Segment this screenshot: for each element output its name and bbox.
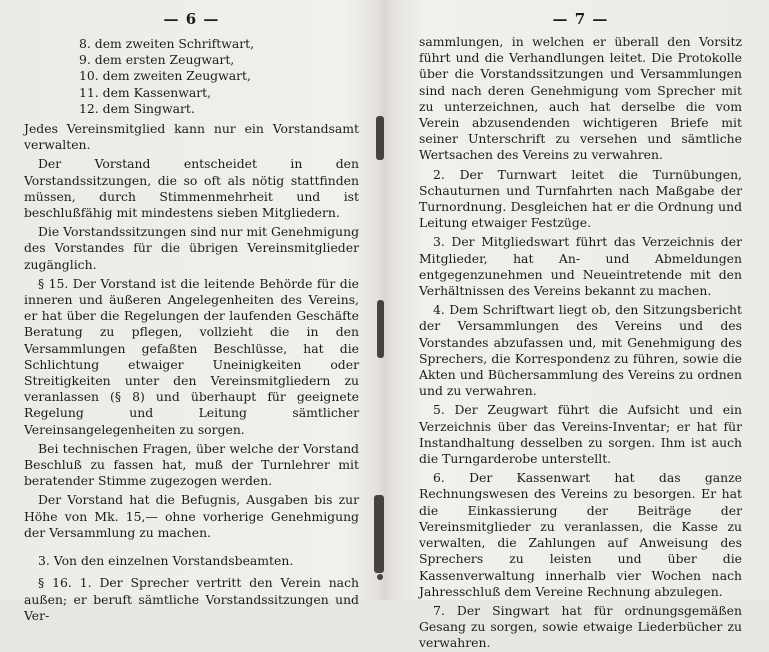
list-item: 10. dem zweiten Zeugwart, (79, 68, 251, 84)
right-page (392, 0, 769, 651)
left-page (0, 0, 375, 623)
list-item: 12. dem Singwart. (79, 100, 195, 116)
left-page-number-text: — 6 — (163, 10, 220, 28)
binding-mark (374, 495, 384, 573)
list-item: 11. dem Kassenwart, (79, 84, 212, 100)
paragraph: 4. Dem Schriftwart liegt ob, den Sitzungsbericht der Versammlungen des Vereins und des Vorstandes abzufassen und, mit Genehmigung des Sprechers, die Korrespondenz zu führen, sowie die Akten und Büchersammlung des Vereins zu ordnen und zu verwahren. (419, 302, 742, 399)
paragraph: Der Vorstand entscheidet in den Vorstandssitzungen, die so oft als nötig stattfinden müssen, durch Stimmenmehrheit und ist beschlußfähig mit mindestens sieben Mitgliedern. (24, 156, 359, 221)
right-page-number-text: — 7 — (552, 10, 609, 28)
paragraph: Bei technischen Fragen, über welche der Vorstand Beschluß zu fassen hat, muß der Turnlehrer mit beratender Stimme zugezogen werden. (24, 440, 359, 489)
paragraph: 6. Der Kassenwart hat das ganze Rechnungswesen des Vereins zu besorgen. Er hat die Einkassierung der Beiträge der Vereinsmitglieder zu veranlassen, die Kasse zu verwalten, die Zahlungen auf Anweisung des Sprechers zu leisten und über die Kassenverwaltung innerhalb vier Wochen nach Jahresschluß dem Vereine Rechnung abzulegen. (419, 470, 742, 599)
paragraph: 2. Der Turnwart leitet die Turnübungen, Schauturnen und Turnfahrten nach Maßgabe der Turnordnung. Desgleichen hat er die Ordnung und Leitung etwaiger Festzüge. (419, 166, 742, 231)
binding-mark (377, 574, 383, 580)
paragraph: § 15. Der Vorstand ist die leitende Behörde für die inneren und äußeren Angelegenheiten des Vereins, er hat über die Regelungen der laufenden Geschäfte Beratung zu pflegen, vollzieht die in den Versammlungen gefaßten Beschlüsse, hat die Schlichtung etwaiger Uneinigkeiten oder Streitigkeiten unter den Vereinsmitgliedern zu veranlassen (§ 8) und überhaupt für geeignete Regelung und Leitung sämtlicher Vereinsangelegenheiten zu sorgen. (24, 275, 359, 437)
binding-mark (376, 116, 384, 160)
right-page-body (419, 34, 742, 652)
paragraph: Jedes Vereinsmitglied kann nur ein Vorstandsamt verwalten. (24, 121, 359, 153)
paragraph: 3. Der Mitgliedswart führt das Verzeichnis der Mitglieder, hat An- und Abmeldungen entgegenzunehmen und Neueintretende mit den Verhältnissen des Vereins bekannt zu machen. (419, 234, 742, 299)
paragraph: Die Vorstandssitzungen sind nur mit Genehmigung des Vorstandes für die übrigen Vereinsmitglieder zugänglich. (24, 224, 360, 272)
list-item: 9. dem ersten Zeugwart, (79, 52, 235, 68)
binding-mark (377, 300, 384, 358)
officer-list (24, 36, 359, 117)
list-item: 8. dem zweiten Schriftwart, (79, 36, 255, 51)
section-heading: 3. Von den einzelnen Vorstandsbeamten. (38, 553, 294, 569)
right-page-number (419, 4, 742, 34)
paragraph: Der Vorstand hat die Befugnis, Ausgaben bis zur Höhe von Mk. 15,— ohne vorherige Genehmigung der Versammlung zu machen. (24, 492, 359, 540)
left-page-body (24, 121, 359, 624)
paragraph: 7. Der Singwart hat für ordnungsgemäßen Gesang zu sorgen, sowie etwaige Liederbücher zu verwahren. (419, 602, 742, 651)
paragraph: § 16. 1. Der Sprecher vertritt den Verein nach außen; er beruft sämtliche Vorstandssitzungen und Ver- (24, 575, 359, 623)
left-page-number (24, 4, 359, 34)
paragraph: sammlungen, in welchen er überall den Vorsitz führt und die Verhandlungen leitet. Die Protokolle über die Vorstandssitzungen und Versammlungen sind nach deren Genehmigung vom Sprecher mit zu unterzeichnen, auch hat derselbe die vom Verein abzusendenden wichtigeren Briefe mit seiner Unterschrift zu versehen und sämtliche Wertsachen des Vereins zu verwahren. (419, 34, 742, 163)
paragraph: 5. Der Zeugwart führt die Aufsicht und ein Verzeichnis über das Vereins-Inventar; er hat für Instandhaltung desselben zu sorgen. Ihm ist auch die Turngarderobe unterstellt. (419, 402, 742, 467)
